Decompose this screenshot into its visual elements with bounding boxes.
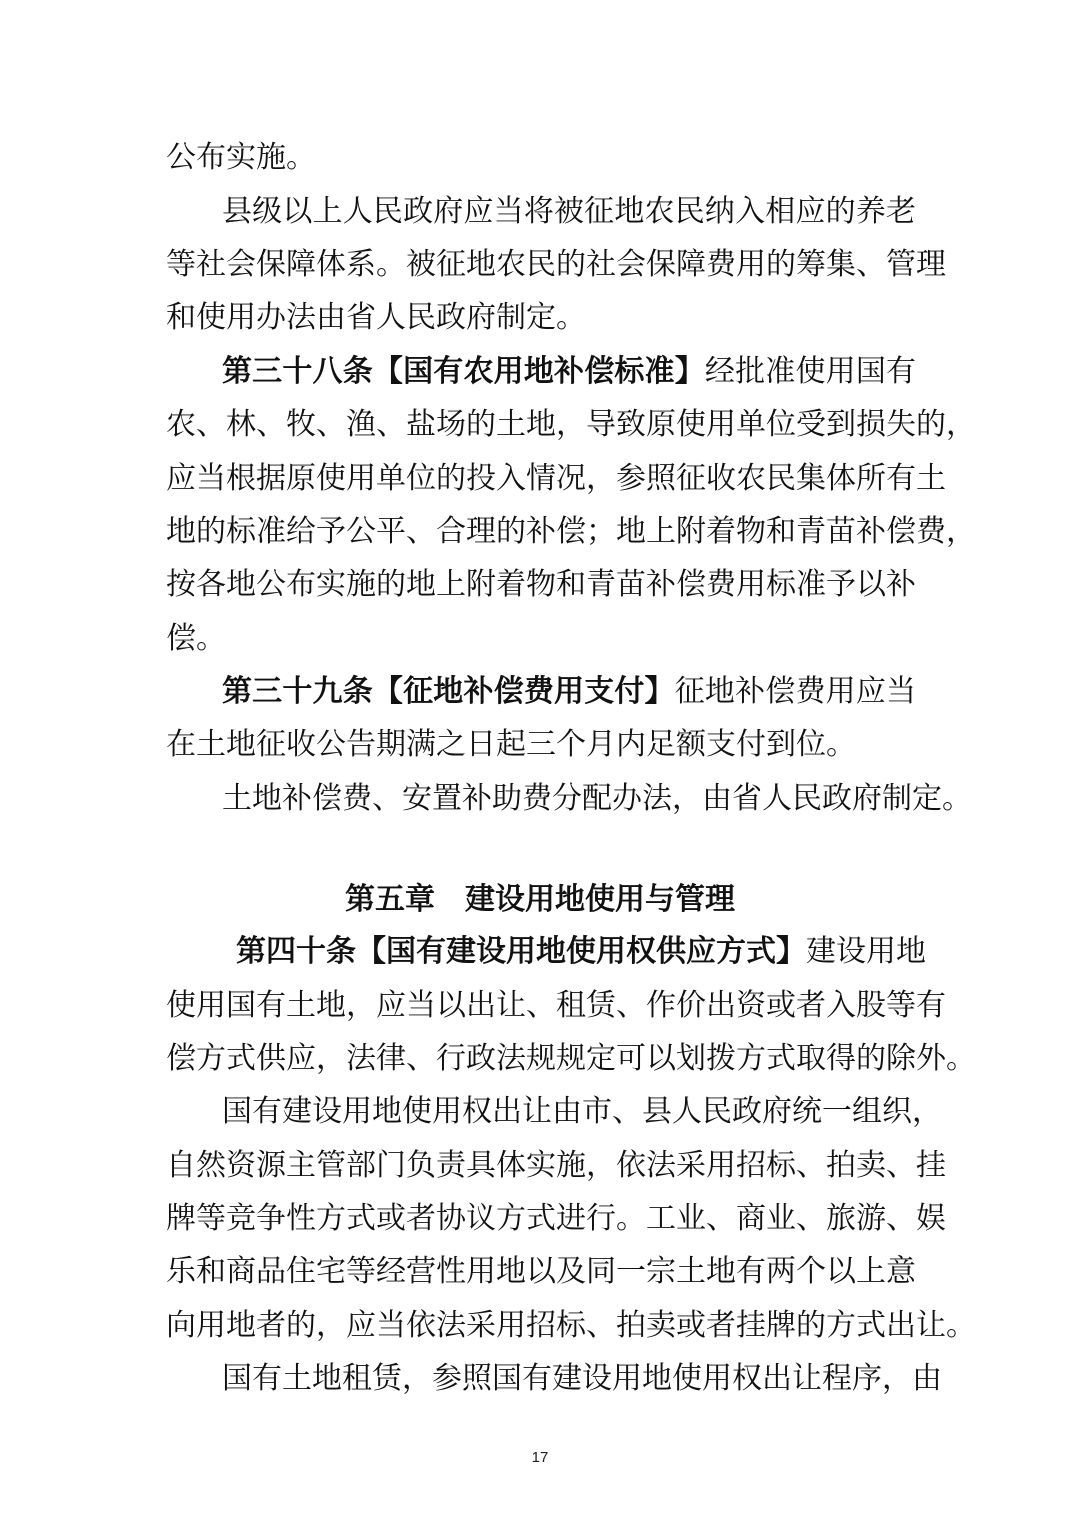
chapter-number: 第五章 (345, 882, 435, 917)
text-line: 县级以上人民政府应当将被征地农民纳入相应的养老 (222, 194, 916, 229)
text-line: 国有建设用地使用权出让由市、县人民政府统一组织， (222, 1094, 942, 1129)
article-40-text: 建设用地 (806, 934, 926, 969)
text-line: 使用国有土地，应当以出让、租赁、作价出资或者入股等有 (166, 988, 946, 1023)
text-line: 公布实施。 (166, 140, 316, 175)
article-40-title: 【国有建设用地使用权供应方式】 (356, 934, 806, 969)
chapter-heading (0, 880, 1080, 920)
text-line: 国有土地租赁，参照国有建设用地使用权出让程序，由 (222, 1361, 942, 1396)
article-38-text: 经批准使用国有 (704, 354, 917, 389)
page-number: 17 (531, 1449, 549, 1466)
text-line: 偿方式供应，法律、行政法规规定可以划拨方式取得的除外。 (166, 1041, 976, 1076)
article-39-number: 第三十九条 (222, 674, 373, 709)
text-line: 应当根据原使用单位的投入情况，参照征收农民集体所有土 (166, 461, 946, 496)
text-line: 牌等竞争性方式或者协议方式进行。工业、商业、旅游、娱 (166, 1201, 946, 1236)
article-39-text: 征地补偿费用应当 (674, 674, 917, 709)
text-line: 地的标准给予公平、合理的补偿；地上附着物和青苗补偿费， (166, 514, 976, 549)
article-38-heading-line (222, 352, 916, 392)
chapter-title: 建设用地使用与管理 (465, 882, 735, 917)
text-line: 和使用办法由省人民政府制定。 (166, 300, 586, 335)
text-line: 在土地征收公告期满之日起三个月内足额支付到位。 (166, 727, 856, 762)
text-line: 乐和商品住宅等经营性用地以及同一宗土地有两个以上意 (166, 1254, 916, 1289)
article-38-title: 【国有农用地补偿标准】 (372, 354, 705, 389)
text-line: 向用地者的，应当依法采用招标、拍卖或者挂牌的方式出让。 (166, 1308, 976, 1343)
article-39-heading-line (222, 672, 916, 712)
text-line: 自然资源主管部门负责具体实施，依法采用招标、拍卖、挂 (166, 1148, 946, 1183)
article-39-title: 【征地补偿费用支付】 (372, 674, 675, 709)
text-line: 等社会保障体系。被征地农民的社会保障费用的筹集、管理 (166, 247, 946, 282)
text-line: 农、林、牧、渔、盐场的土地，导致原使用单位受到损失的， (166, 407, 976, 442)
text-line: 土地补偿费、安置补助费分配办法，由省人民政府制定。 (222, 781, 972, 816)
article-40-heading-line (236, 932, 926, 972)
text-line: 偿。 (166, 621, 226, 656)
article-38-number: 第三十八条 (222, 354, 373, 389)
text-line: 按各地公布实施的地上附着物和青苗补偿费用标准予以补 (166, 567, 916, 602)
article-40-number: 第四十条 (236, 934, 356, 969)
